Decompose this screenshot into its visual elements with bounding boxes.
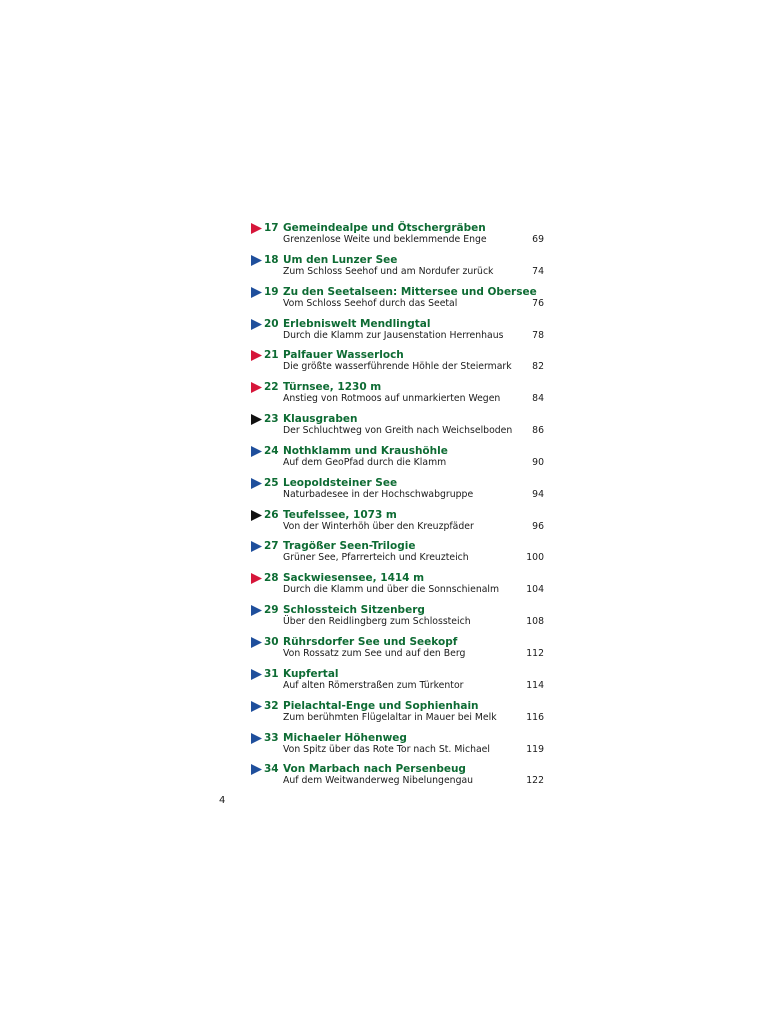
tour-subtitle: Von der Winterhöh über den Kreuzpfäder	[283, 520, 474, 532]
toc-entry[interactable]	[250, 667, 546, 699]
tour-title: Sackwiesensee, 1414 m	[283, 572, 425, 585]
flag-icon	[251, 319, 262, 330]
tour-subtitle: Zum berühmten Flügelaltar in Mauer bei Melk	[283, 711, 497, 723]
tour-subtitle: Von Spitz über das Rote Tor nach St. Michael	[283, 743, 490, 755]
tour-subtitle: Anstieg von Rotmoos auf unmarkierten Wegen	[283, 393, 501, 405]
page-reference: 94	[532, 488, 544, 500]
flag-icon	[251, 446, 262, 457]
toc-entry[interactable]	[250, 348, 546, 380]
tour-title: Rührsdorfer See und Seekopf	[283, 635, 458, 648]
flag-icon	[251, 223, 262, 234]
toc-entry[interactable]	[250, 603, 546, 635]
toc-entry[interactable]	[250, 476, 546, 508]
page-reference: 69	[532, 234, 544, 245]
page-reference: 96	[532, 520, 544, 532]
toc-entry[interactable]	[250, 571, 546, 603]
tour-title: Gemeindealpe und Ötschergräben	[283, 222, 486, 234]
tour-number: 33	[264, 731, 279, 744]
tour-number: 32	[264, 699, 279, 712]
tour-number: 26	[264, 508, 279, 521]
page-reference: 86	[532, 425, 544, 437]
page-reference: 119	[526, 743, 544, 755]
page-reference: 78	[532, 329, 544, 341]
toc-entry[interactable]	[250, 412, 546, 444]
page-reference: 76	[532, 297, 544, 309]
toc-entry[interactable]	[250, 699, 546, 731]
page-reference: 112	[526, 647, 544, 659]
flag-icon	[251, 287, 262, 298]
page-reference: 122	[526, 775, 544, 787]
tour-title: Leopoldsteiner See	[283, 476, 398, 489]
toc-entry[interactable]	[250, 731, 546, 763]
tour-title: Kupfertal	[283, 667, 339, 680]
toc-entry[interactable]	[250, 253, 546, 285]
tour-number: 19	[264, 285, 279, 298]
flag-icon	[251, 669, 262, 680]
tour-title: Von Marbach nach Persenbeug	[283, 763, 466, 776]
tour-number: 17	[264, 222, 279, 234]
tour-title: Um den Lunzer See	[283, 253, 398, 266]
flag-icon	[251, 733, 262, 744]
tour-number: 21	[264, 349, 279, 362]
tour-number: 22	[264, 381, 279, 394]
tour-number: 25	[264, 476, 279, 489]
tour-title: Michaeler Höhenweg	[283, 731, 407, 744]
toc-entry[interactable]	[250, 635, 546, 667]
tour-subtitle: Naturbadesee in der Hochschwabgruppe	[283, 488, 474, 500]
flag-icon	[251, 255, 262, 266]
tour-number: 28	[264, 572, 279, 585]
toc-entry[interactable]	[250, 285, 546, 317]
page-reference: 82	[532, 361, 544, 373]
toc-entry[interactable]	[250, 539, 546, 571]
tour-number: 29	[264, 604, 279, 617]
tour-number: 30	[264, 635, 279, 648]
page-reference: 116	[526, 711, 544, 723]
flag-icon	[251, 701, 262, 712]
flag-icon	[251, 573, 262, 584]
flag-icon	[251, 764, 262, 775]
tour-subtitle: Auf dem GeoPfad durch die Klamm	[283, 456, 447, 468]
flag-icon	[251, 414, 262, 425]
tour-title: Erlebniswelt Mendlingtal	[283, 317, 431, 330]
tour-subtitle: Auf alten Römerstraßen zum Türkentor	[283, 679, 464, 691]
tour-title: Schlossteich Sitzenberg	[283, 604, 425, 617]
tour-title: Tragößer Seen-Trilogie	[283, 540, 416, 553]
tour-number: 18	[264, 253, 279, 266]
page-reference: 108	[526, 616, 544, 628]
tour-title: Klausgraben	[283, 413, 358, 426]
flag-icon	[251, 382, 262, 393]
tour-subtitle: Auf dem Weitwanderweg Nibelungengau	[283, 775, 474, 787]
page-reference: 74	[532, 265, 544, 277]
tour-title: Pielachtal-Enge und Sophienhain	[283, 699, 479, 712]
tour-subtitle: Vom Schloss Seehof durch das Seetal	[283, 297, 458, 309]
page-reference: 114	[526, 679, 544, 691]
tour-number: 23	[264, 413, 279, 426]
tour-number: 24	[264, 444, 279, 457]
flag-icon	[251, 510, 262, 521]
tour-title: Palfauer Wasserloch	[283, 349, 404, 362]
page-reference: 84	[532, 393, 544, 405]
tour-number: 20	[264, 317, 279, 330]
toc-entry[interactable]	[250, 221, 546, 253]
tour-subtitle: Die größte wasserführende Höhle der Steiermark	[283, 361, 512, 373]
tour-subtitle: Über den Reidlingberg zum Schlossteich	[283, 616, 471, 628]
flag-icon	[251, 350, 262, 361]
tour-title: Zu den Seetalseen: Mittersee und Obersee	[283, 285, 537, 298]
tour-title: Türnsee, 1230 m	[283, 381, 382, 394]
flag-icon	[251, 637, 262, 648]
flag-icon	[251, 478, 262, 489]
page-number: 4	[219, 795, 226, 806]
toc-entry[interactable]	[250, 317, 546, 349]
tour-title: Teufelssee, 1073 m	[283, 508, 397, 521]
tour-number: 31	[264, 667, 279, 680]
page-reference: 90	[532, 456, 544, 468]
tour-subtitle: Von Rossatz zum See und auf den Berg	[283, 647, 466, 659]
flag-icon	[251, 605, 262, 616]
page-reference: 100	[526, 552, 544, 564]
tour-number: 34	[264, 763, 279, 776]
tour-subtitle: Der Schluchtweg von Greith nach Weichselboden	[283, 425, 513, 437]
tour-subtitle: Grenzenlose Weite und beklemmende Enge	[283, 234, 487, 245]
tour-subtitle: Grüner See, Pfarrerteich und Kreuzteich	[283, 552, 469, 564]
toc-entry[interactable]	[250, 380, 546, 412]
toc-entry[interactable]	[250, 444, 546, 476]
tour-subtitle: Zum Schloss Seehof und am Nordufer zurück	[283, 265, 494, 277]
toc-entry[interactable]	[250, 762, 546, 794]
table-of-contents	[250, 221, 546, 794]
tour-number: 27	[264, 540, 279, 553]
toc-entry[interactable]	[250, 508, 546, 540]
tour-subtitle: Durch die Klamm und über die Sonnschienalm	[283, 584, 500, 596]
tour-title: Nothklamm und Kraushöhle	[283, 444, 448, 457]
tour-subtitle: Durch die Klamm zur Jausenstation Herrenhaus	[283, 329, 504, 341]
page-reference: 104	[526, 584, 544, 596]
flag-icon	[251, 541, 262, 552]
